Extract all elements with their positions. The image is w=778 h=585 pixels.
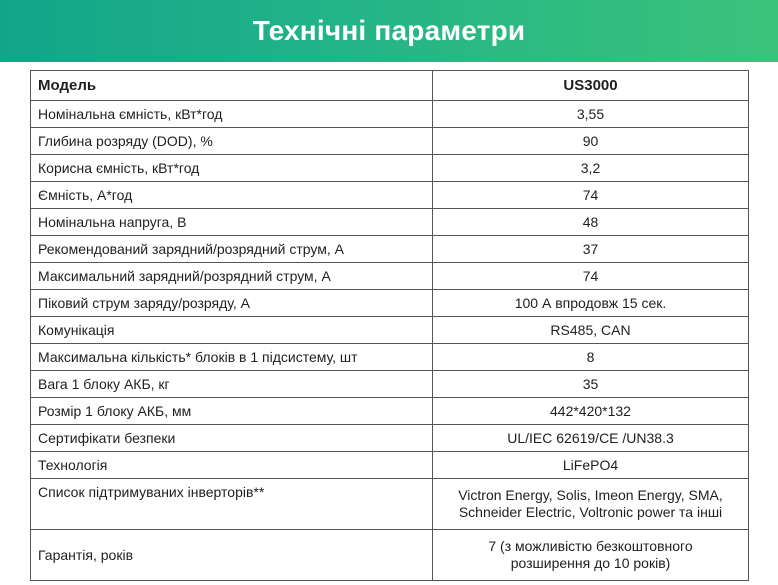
table-row	[31, 290, 749, 317]
parameter-label: Сертифікати безпеки	[31, 425, 433, 452]
parameter-value: 35	[433, 371, 749, 398]
parameter-label: Корисна ємність, кВт*год	[31, 155, 433, 182]
title-banner	[0, 0, 778, 62]
parameter-label: Максимальна кількість* блоків в 1 підсистему, шт	[31, 344, 433, 371]
parameter-label: Рекомендований зарядний/розрядний струм, А	[31, 236, 433, 263]
parameter-value: 37	[433, 236, 749, 263]
parameter-label: Максимальний зарядний/розрядний струм, А	[31, 263, 433, 290]
parameter-value: 3,55	[433, 101, 749, 128]
table-row	[31, 344, 749, 371]
specifications-table	[30, 70, 749, 581]
table-row	[31, 209, 749, 236]
parameter-value: UL/IEC 62619/CE /UN38.3	[433, 425, 749, 452]
parameter-value: 48	[433, 209, 749, 236]
parameter-value: LiFePO4	[433, 452, 749, 479]
table-row	[31, 236, 749, 263]
parameter-value: 442*420*132	[433, 398, 749, 425]
parameter-label: Ємність, А*год	[31, 182, 433, 209]
table-row	[31, 128, 749, 155]
parameter-label: Номінальна напруга, В	[31, 209, 433, 236]
parameter-value: 3,2	[433, 155, 749, 182]
parameter-value: 90	[433, 128, 749, 155]
parameter-value: 8	[433, 344, 749, 371]
table-row	[31, 425, 749, 452]
table-row	[31, 371, 749, 398]
header-cell-label: Модель	[31, 71, 433, 101]
table-row	[31, 317, 749, 344]
table-row-warranty	[31, 530, 749, 581]
table-row	[31, 263, 749, 290]
value-line: Victron Energy, Solis, Imeon Energy, SMA,	[458, 487, 723, 503]
parameter-label: Глибина розряду (DOD), %	[31, 128, 433, 155]
table-row	[31, 155, 749, 182]
parameter-label: Розмір 1 блоку АКБ, мм	[31, 398, 433, 425]
parameter-value: 100 А впродовж 15 сек.	[433, 290, 749, 317]
header-cell-value: US3000	[433, 71, 749, 101]
parameter-value: 74	[433, 263, 749, 290]
parameter-value: 74	[433, 182, 749, 209]
page-title: Технічні параметри	[252, 15, 526, 46]
parameter-value: RS485, CAN	[433, 317, 749, 344]
table-row	[31, 182, 749, 209]
parameter-label: Піковий струм заряду/розряду, А	[31, 290, 433, 317]
parameter-value	[433, 479, 749, 530]
value-line: розширення до 10 років)	[510, 555, 671, 571]
value-line: 7 (з можливістю безкоштовного	[488, 538, 693, 554]
table-header-row	[31, 71, 749, 101]
parameter-label: Список підтримуваних інверторів**	[31, 479, 433, 530]
table-row	[31, 101, 749, 128]
footnote	[30, 578, 748, 585]
table-row	[31, 398, 749, 425]
parameter-label: Технологія	[31, 452, 433, 479]
parameter-label: Вага 1 блоку АКБ, кг	[31, 371, 433, 398]
table-row-inverters	[31, 479, 749, 530]
table-row	[31, 452, 749, 479]
parameter-label: Гарантія, років	[31, 530, 433, 581]
parameter-value	[433, 530, 749, 581]
parameter-label: Номінальна ємність, кВт*год	[31, 101, 433, 128]
parameter-label: Комунікація	[31, 317, 433, 344]
value-line: Schneider Electric, Voltronic power та інші	[458, 504, 723, 520]
